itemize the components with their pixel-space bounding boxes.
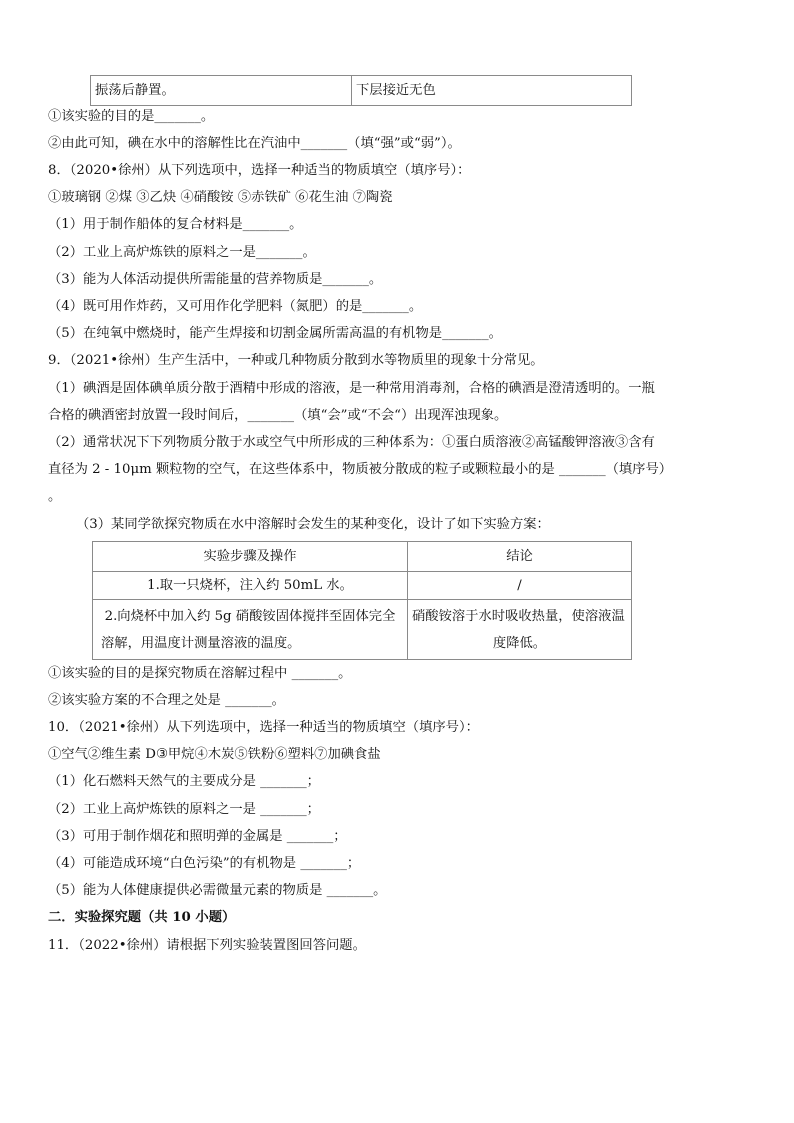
exp-row2-conclusion-line2: 度降低。 bbox=[492, 635, 547, 651]
top-table-cell-right: 下层接近无色 bbox=[352, 76, 632, 106]
q9-part3-stem: （3）某同学欲探究物质在水中溶解时会发生的某种变化，设计了如下实验方案： bbox=[76, 517, 550, 532]
q10-part1: （1）化石燃料天然气的主要成分是 _______； bbox=[48, 774, 320, 789]
q8-part4: （4）既可用作炸药，又可用作化学肥料（氮肥）的是_______。 bbox=[48, 299, 423, 314]
q9-part1-line2: 合格的碘酒密封放置一段时间后，_______（填“会”或“不会“）出现浑浊现象。 bbox=[48, 408, 508, 423]
q10-stem: 10．（2021•徐州）从下列选项中，选择一种适当的物质填空（填序号）： bbox=[48, 720, 479, 735]
q9-part3-sub1: ①该实验的目的是探究物质在溶解过程中 _______。 bbox=[48, 666, 352, 681]
q9-stem: 9．（2021•徐州）生产生活中，一种或几种物质分散到水等物质里的现象十分常见。 bbox=[48, 353, 544, 368]
q10-options: ①空气②维生素 D③甲烷④木炭⑤铁粉⑥塑料⑦加碘食盐 bbox=[48, 747, 381, 762]
exp-row1-step: 1.取一只烧杯，注入约 50mL 水。 bbox=[93, 572, 408, 600]
exp-header-conclusion: 结论 bbox=[408, 542, 632, 572]
exp-row2-step-line2: 溶解，用温度计测量溶液的温度。 bbox=[101, 635, 301, 651]
q10-part2: （2）工业上高炉炼铁的原料之一是 _______； bbox=[48, 802, 320, 817]
q9-part2-line3: 。 bbox=[48, 489, 62, 504]
exp-row2-conclusion-line1: 硝酸铵溶于水时吸收热量，使溶液温 bbox=[412, 608, 625, 624]
q7-sub2: ②由此可知，碘在水中的溶解性比在汽油中_______（填“强”或“弱”）。 bbox=[48, 136, 461, 151]
q8-stem: 8．（2020•徐州）从下列选项中，选择一种适当的物质填空（填序号）： bbox=[48, 163, 471, 178]
q7-sub1: ①该实验的目的是_______。 bbox=[48, 109, 215, 124]
experiment-table bbox=[92, 541, 632, 660]
exp-header-steps: 实验步骤及操作 bbox=[93, 542, 408, 572]
section-heading: 二．实验探究题（共 10 小题） bbox=[48, 910, 236, 925]
q9-part3-sub2: ②该实验方案的不合理之处是 _______。 bbox=[48, 693, 285, 708]
exp-row2-step-line1: 2.向烧杯中加入约 5g 硝酸铵固体搅拌至固体完全 bbox=[104, 608, 396, 624]
q11-stem: 11．（2022•徐州）请根据下列实验装置图回答问题。 bbox=[48, 938, 366, 953]
q10-part3: （3）可用于制作烟花和照明弹的金属是 _______； bbox=[48, 829, 347, 844]
q9-part2-line1: （2）通常状况下下列物质分散于水或空气中所形成的三种体系为：①蛋白质溶液②高锰酸钾溶液③含有 bbox=[48, 435, 655, 450]
q8-part3: （3）能为人体活动提供所需能量的营养物质是_______。 bbox=[48, 272, 383, 287]
q8-part5: （5）在纯氧中燃烧时，能产生焊接和切割金属所需高温的有机物是_______。 bbox=[48, 326, 502, 341]
q8-part1: （1）用于制作船体的复合材料是_______。 bbox=[48, 217, 303, 232]
exp-row2-step bbox=[93, 600, 408, 660]
q9-part1-line1: （1）碘酒是固体碘单质分散于酒精中形成的溶液，是一种常用消毒剂，合格的碘酒是澄清透明的。一瓶 bbox=[48, 381, 655, 396]
q10-part4: （4）可能造成环境“白色污染”的有机物是 _______； bbox=[48, 856, 361, 871]
exp-row2-conclusion bbox=[408, 600, 632, 660]
q9-part2-line2: 直径为 2 - 10μm 颗粒物的空气，在这些体系中，物质被分散成的粒子或颗粒最小的是 _______（填序号） bbox=[48, 462, 673, 477]
exp-row1-conclusion: / bbox=[408, 572, 632, 600]
q10-part5: （5）能为人体健康提供必需微量元素的物质是 _______。 bbox=[48, 883, 387, 898]
q8-part2: （2）工业上高炉炼铁的原料之一是_______。 bbox=[48, 245, 316, 260]
top-table bbox=[90, 75, 632, 106]
q8-options: ①玻璃钢 ②煤 ③乙炔 ④硝酸铵 ⑤赤铁矿 ⑥花生油 ⑦陶瓷 bbox=[48, 190, 393, 205]
top-table-cell-left: 振荡后静置。 bbox=[91, 76, 352, 106]
